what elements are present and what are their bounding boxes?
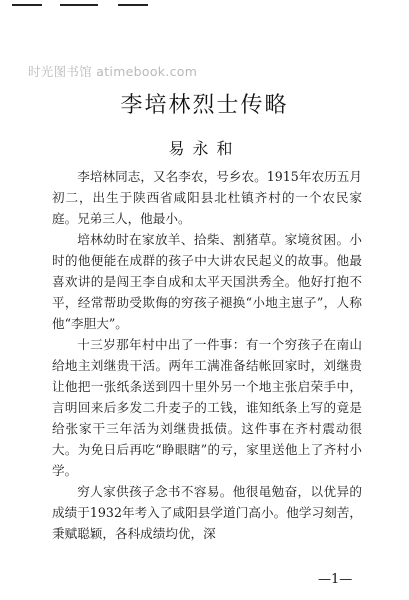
paragraph: 十三岁那年村中出了一件事：有一个穷孩子在南山给地主刘继贵干活。两年工满准备结帐回家时，刘继贵让他把一张纸条送到四十里外另一个地主张启荣手中，言明回来后多发二升麦子的工钱，谁知纸条上写的竟是给张家干三年活为刘继贵抵债。这件事在齐村震动很大。为免日后再吃“睁眼瞎”的亏，家里送他上了齐村小学。 xyxy=(52,337,362,478)
page-title: 李培林烈士传略 xyxy=(120,93,289,118)
author-name: 易永和 xyxy=(168,139,241,158)
paragraph: 穷人家供孩子念书不容易。他很黾勉奋，以优异的成绩于1932年考入了咸阳县学道门高小。他学习刻苦，秉赋聪颖，各科成绩均优，深 xyxy=(52,484,362,541)
article-body xyxy=(52,166,362,544)
page-number: —1— xyxy=(318,572,353,587)
watermark: 时光图书馆 atimebook.com xyxy=(28,64,198,79)
top-edge-marks xyxy=(0,0,409,12)
paragraph: 李培林同志，又名李农，号乡农。1915年农历五月初二，出生于陕西省咸阳县北杜镇齐村的一个农民家庭。兄弟三人，他最小。 xyxy=(52,169,362,226)
paragraph: 培林幼时在家放羊、拾柴、割猪草。家境贫困。小时的他便能在成群的孩子中大讲农民起义的故事。他最喜欢讲的是闯王李自成和太平天国洪秀全。他好打抱不平，经常帮助受欺侮的穷孩子褪换“小地主崽子”，人称他“李胆大”。 xyxy=(52,232,362,331)
